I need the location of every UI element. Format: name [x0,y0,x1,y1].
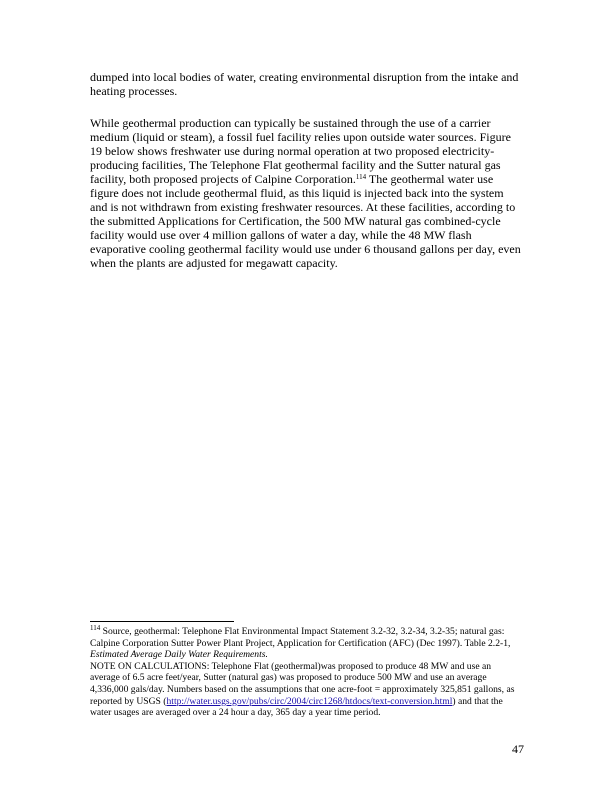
page-number: 47 [512,742,524,756]
footnote-table-title: Estimated Average Daily Water Requirements. [90,649,268,661]
paragraph-2-text-before: While geothermal production can typically be sustained through the use of a carrier medium (liquid or steam), a fossil fuel facility relies upon outside water sources. Figure 19 below shows freshwater use during normal operation at two proposed electricity-producing facilities, The Telephone Flat geothermal facility and the Sutter natural gas facility, both proposed projects of Calpine Corporation. [90,116,511,186]
usgs-conversion-link[interactable]: http://water.usgs.gov/pubs/circ/2004/circ1268/htdocs/text-conversion.html [166,695,453,707]
paragraph-2-text [90,116,522,270]
footnote-calculation-note [90,661,522,719]
paragraph-1-text: dumped into local bodies of water, creating environmental disruption from the intake and heating processes. [90,70,519,98]
footnote-number: 114 [90,624,101,632]
paragraph-2-text-after: The geothermal water use figure does not include geothermal fluid, as this liquid is injected back into the system and is not withdrawn from existing freshwater resources. At these facilities, according to the submitted Applications for Certification, the 500 MW natural gas combined-cycle facility would use over 4 million gallons of water a day, while the 48 MW flash evaporative cooling geothermal facility would use under 6 thousand gallons per day, even when the plants are adjusted for megawatt capacity. [90,172,521,270]
footnote-note-text-end: ) and that the water usages are averaged over a 24 hour a day, 365 day a year time period. [90,695,503,719]
footnote-reference[interactable]: 114 [355,173,367,181]
footnote-source [90,626,522,661]
footnote-separator [90,621,234,622]
footnote-note-text: NOTE ON CALCULATIONS: Telephone Flat (geothermal)was proposed to produce 48 MW and use an average of 6.5 acre feet/year, Sutter (natural gas) was proposed to produce 500 MW and use an average 4,336,000 gals/day. Numbers based on the assumptions that one acre-foot = approximately 325,851 gallons, as reported by USGS ( [90,660,515,707]
footnote [90,626,522,719]
paragraph-2 [90,116,522,270]
paragraph-1 [90,70,522,98]
footnote-source-text: Source, geothermal: Telephone Flat Environmental Impact Statement 3.2-32, 3.2-34, 3.2-35; natural gas: Calpine Corporation Sutter Power Plant Project, Application for Certification (AFC) (Dec 1997). Table 2.2-1, [90,626,511,649]
